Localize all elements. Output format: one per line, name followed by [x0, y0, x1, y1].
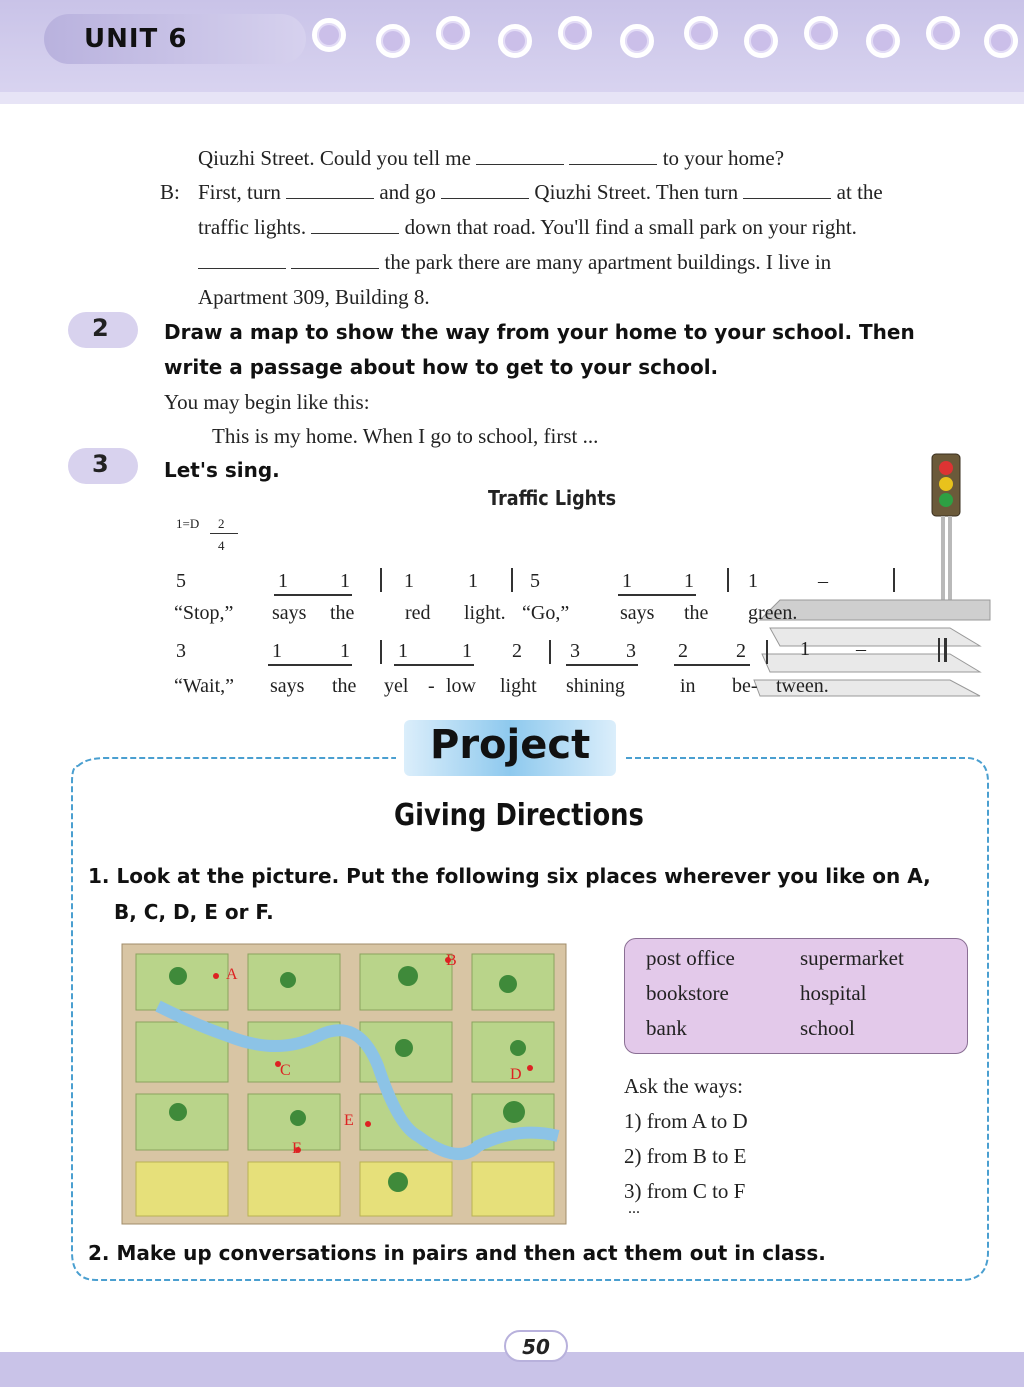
lyric: tween. [776, 675, 829, 697]
speaker-label: B: [160, 180, 180, 204]
beat-underline [618, 594, 696, 596]
note: 1 [278, 570, 288, 592]
beat-underline [268, 664, 352, 666]
note: – [856, 638, 866, 660]
ask-item: 3) from C to F [624, 1179, 746, 1203]
ring-icon [620, 24, 654, 58]
unit-label: UNIT 6 [84, 24, 188, 54]
dialogue-text: to your home? [662, 146, 785, 170]
task-instruction: Let's sing. [164, 458, 280, 482]
lyric: light. [464, 602, 506, 624]
map-marker-a: A [226, 966, 238, 983]
bar-line [944, 638, 947, 662]
note: 1 [748, 570, 758, 592]
time-signature-line [210, 533, 238, 534]
dialogue-text: Qiuzhi Street. Then turn [534, 180, 739, 204]
ring-icon [376, 24, 410, 58]
bar-line [511, 568, 513, 592]
dialogue-text: Qiuzhi Street. Could you tell me [198, 146, 471, 170]
key-label: 1=D [176, 516, 200, 531]
ring-icon [984, 24, 1018, 58]
song-title: Traffic Lights [488, 486, 617, 510]
lyric: green. [748, 602, 798, 624]
answer-blank[interactable] [441, 181, 529, 199]
place-item: supermarket [800, 946, 904, 970]
bar-line [549, 640, 551, 664]
project-step: 1. Look at the picture. Put the following six places wherever you like on A, [88, 864, 931, 888]
ring-icon [804, 16, 838, 50]
task-number-badge: 3 [68, 448, 138, 484]
red-light-icon [939, 461, 953, 475]
place-item: bookstore [646, 981, 729, 1005]
dialogue-line [198, 180, 883, 205]
ask-item: 1) from A to D [624, 1109, 748, 1133]
note: 1 [800, 638, 810, 660]
task-hint: You may begin like this: [164, 390, 370, 414]
answer-blank[interactable] [743, 181, 831, 199]
note: 1 [398, 640, 408, 662]
dialogue-line: Apartment 309, Building 8. [198, 285, 430, 309]
dialogue-text: the park there are many apartment buildings. I live in [384, 250, 832, 274]
note: 2 [678, 640, 688, 662]
note: 3 [176, 640, 186, 662]
lyric: be- [732, 675, 758, 697]
lyric: says [270, 675, 305, 697]
note: 1 [684, 570, 694, 592]
note: 5 [176, 570, 186, 592]
ring-icon [926, 16, 960, 50]
answer-blank[interactable] [286, 181, 374, 199]
traffic-light-illustration [740, 450, 1000, 710]
project-title: Project [430, 722, 591, 768]
map-marker-b: B [446, 952, 457, 969]
beat-underline [674, 664, 750, 666]
bar-line [766, 640, 768, 664]
ring-icon [558, 16, 592, 50]
note: 1 [622, 570, 632, 592]
dialogue-text: and go [379, 180, 436, 204]
lyric: the [330, 602, 355, 624]
lyric: in [680, 675, 696, 697]
place-item: post office [646, 946, 735, 970]
lyric: the [684, 602, 709, 624]
lyric: “Wait,” [174, 675, 235, 697]
dialogue-text: traffic lights. [198, 215, 307, 239]
ring-icon [312, 18, 346, 52]
note: 1 [272, 640, 282, 662]
lyric: shining [566, 675, 625, 697]
place-item: school [800, 1016, 855, 1040]
yellow-light-icon [939, 477, 953, 491]
project-step: B, C, D, E or F. [114, 900, 274, 924]
note: 1 [340, 640, 350, 662]
answer-blank[interactable] [198, 251, 286, 269]
task-instruction: write a passage about how to get to your school. [164, 355, 719, 379]
lyric: - [428, 675, 435, 697]
map-marker-d: D [510, 1066, 522, 1083]
note: 1 [404, 570, 414, 592]
dialogue-line [198, 215, 857, 240]
unit-tab [44, 14, 306, 64]
note: 5 [530, 570, 540, 592]
dialogue-text: at the [836, 180, 883, 204]
bar-line [380, 568, 382, 592]
ring-icon [684, 16, 718, 50]
map-marker-c: C [280, 1062, 291, 1079]
note: 3 [570, 640, 580, 662]
task-instruction: Draw a map to show the way from your home to your school. Then [164, 320, 915, 344]
beat-underline [566, 664, 638, 666]
note: 3 [626, 640, 636, 662]
bar-line [380, 640, 382, 664]
lyric: red [405, 602, 431, 624]
note: 2 [512, 640, 522, 662]
town-map-illustration [118, 936, 570, 1228]
task-example: This is my home. When I go to school, first ... [212, 424, 599, 448]
beat-underline [394, 664, 474, 666]
map-marker-e: E [344, 1112, 354, 1129]
dialogue-line [198, 146, 784, 171]
time-signature-bottom: 4 [218, 538, 225, 553]
ask-label: Ask the ways: [624, 1074, 743, 1098]
bar-line [893, 568, 895, 592]
ring-icon [744, 24, 778, 58]
header-stripe [0, 92, 1024, 104]
answer-blank[interactable] [569, 147, 657, 165]
lyric: “Stop,” [174, 602, 234, 624]
ring-icon [498, 24, 532, 58]
green-light-icon [939, 493, 953, 507]
dialogue-text: First, turn [198, 180, 281, 204]
lyric: yel [384, 675, 409, 697]
song-key [176, 516, 199, 532]
ask-item: ... [628, 1200, 640, 1217]
task-number-badge: 2 [68, 312, 138, 348]
answer-blank[interactable] [476, 147, 564, 165]
lyric: low [446, 675, 476, 697]
beat-underline [274, 594, 352, 596]
answer-blank[interactable] [311, 216, 399, 234]
lyric: says [272, 602, 307, 624]
answer-blank[interactable] [291, 251, 379, 269]
map-marker-f: F [292, 1140, 301, 1157]
project-step: 2. Make up conversations in pairs and then act them out in class. [88, 1241, 826, 1265]
page-number: 50 [504, 1330, 568, 1362]
note: 1 [468, 570, 478, 592]
dialogue-text: down that road. You'll find a small park on your right. [404, 215, 857, 239]
note: 1 [340, 570, 350, 592]
note: – [818, 570, 828, 592]
bar-line [938, 638, 940, 662]
lyric: “Go,” [522, 602, 570, 624]
lyric: light [500, 675, 537, 697]
project-subtitle: Giving Directions [394, 798, 644, 833]
time-signature-top: 2 [218, 516, 225, 531]
note: 1 [462, 640, 472, 662]
place-item: bank [646, 1016, 687, 1040]
dialogue-line [198, 250, 831, 275]
unit-header [0, 0, 1024, 98]
ask-item: 2) from B to E [624, 1144, 747, 1168]
ring-icon [866, 24, 900, 58]
lyric: the [332, 675, 357, 697]
place-item: hospital [800, 981, 867, 1005]
note: 2 [736, 640, 746, 662]
ring-icon [436, 16, 470, 50]
bar-line [727, 568, 729, 592]
lyric: says [620, 602, 655, 624]
